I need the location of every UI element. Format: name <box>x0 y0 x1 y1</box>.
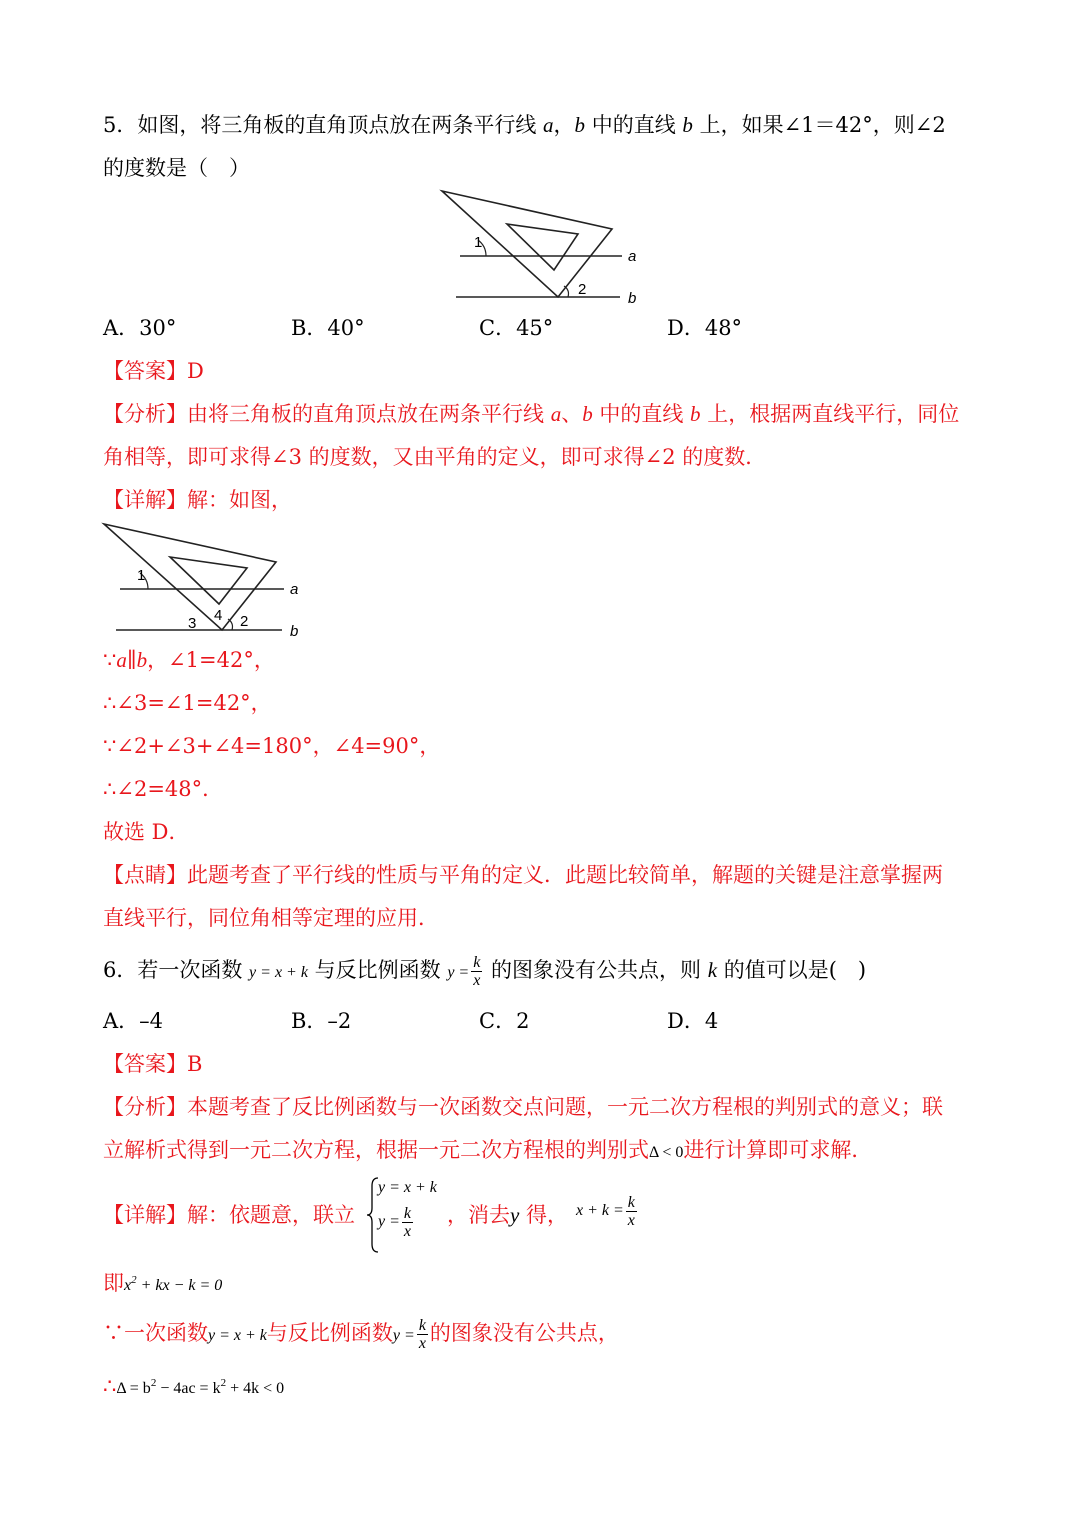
q6-option-d: D．4 <box>667 1009 719 1033</box>
q6-option-c: C．2 <box>479 1009 530 1033</box>
q6-analysis-line2: 立解析式得到一元二次方程，根据一元二次方程根的判别式Δ < 0进行计算即可求解． <box>103 1138 873 1162</box>
q6-combined-equation: x + k = $\frac{k}{x}$ <box>576 1194 635 1229</box>
q6-eliminate: ，消去y 得， <box>447 1203 569 1227</box>
q6-because: ∵一次函数y = x + k与反比例函数y = $\frac{k}{x}$ 的图象没有公共点， <box>103 1317 619 1352</box>
triangle-inner <box>507 224 578 270</box>
q5-answer: 【答案】D <box>103 359 204 383</box>
q6-system-eq1: y = x + k <box>378 1179 437 1196</box>
angle2-label: 2 <box>578 281 587 298</box>
q5-detail-head: 【详解】解：如图， <box>103 488 292 512</box>
q5-analysis-line2: 角相等，即可求得∠3 的度数，又由平角的定义，即可求得∠2 的度数． <box>103 445 767 469</box>
q5-step3: ∵∠2+∠3+∠4=180°，∠4=90°， <box>103 734 441 758</box>
q5-comment-line1: 【点睛】此题考查了平行线的性质与平角的定义．此题比较简单，解题的关键是注意掌握两 <box>103 863 943 887</box>
line-a-label: a <box>290 581 299 598</box>
triangle-inner <box>170 557 247 604</box>
line-a-label: a <box>628 248 637 265</box>
angle4-label: 4 <box>214 607 223 624</box>
q5-step1: ∵a∥b，∠1=42°， <box>103 648 275 672</box>
q5-figure-triangle-ruler <box>438 186 648 308</box>
line-b-label: b <box>290 623 299 640</box>
angle3-label: 3 <box>188 615 197 632</box>
q5-conclusion: 故选 D． <box>103 820 190 844</box>
q6-inverse-fraction: $\frac{k}{x}$ <box>473 954 481 989</box>
q5-comment-line2: 直线平行，同位角相等定理的应用． <box>103 906 439 930</box>
q6-option-a: A．–4 <box>103 1009 164 1033</box>
q5-stem-line2: 的度数是（ ） <box>103 156 250 180</box>
line-b-label: b <box>628 290 637 307</box>
angle1-label: 1 <box>474 234 483 251</box>
q5-step4: ∴∠2=48°． <box>103 777 224 801</box>
q5-analysis-line1: 【分析】由将三角板的直角顶点放在两条平行线 a、b 中的直线 b 上，根据两直线平行，同位 <box>103 402 960 426</box>
q5-option-b: B．40° <box>291 316 365 340</box>
angle1-label: 1 <box>137 567 146 584</box>
q6-discriminant: ∴Δ = $b^2 - 4ac = k^2 + 4k < 0$ <box>103 1374 285 1398</box>
q6-answer: 【答案】B <box>103 1052 203 1076</box>
q5-option-d: D．48° <box>667 316 743 340</box>
q5-option-a: A．30° <box>103 316 177 340</box>
q6-option-b: B．–2 <box>291 1009 352 1033</box>
q6-detail-line: 【详解】解：依题意，联立 <box>103 1203 355 1227</box>
angle2-label: 2 <box>240 613 249 630</box>
q5-stem-line1: 5．如图，将三角板的直角顶点放在两条平行线 a，b 中的直线 b 上，如果∠1＝42°，则∠2 <box>103 113 946 137</box>
q5-option-c: C．45° <box>479 316 554 340</box>
q5-detail-figure <box>100 520 310 642</box>
q5-step2: ∴∠3=∠1=42°， <box>103 691 272 715</box>
q6-stem: 6．若一次函数 y = x + k 与反比例函数 y = $\frac{k}{x}$ 的图象没有公共点，则 k 的值可以是( ) <box>103 954 867 989</box>
q6-analysis-line1: 【分析】本题考查了反比例函数与一次函数交点问题，一元二次方程根的判别式的意义；联 <box>103 1095 943 1119</box>
q6-system-eq2: y = $\frac{k}{x}$ <box>378 1205 412 1240</box>
q6-quadratic: 即$x^2$ + kx − k = 0 <box>103 1271 223 1295</box>
